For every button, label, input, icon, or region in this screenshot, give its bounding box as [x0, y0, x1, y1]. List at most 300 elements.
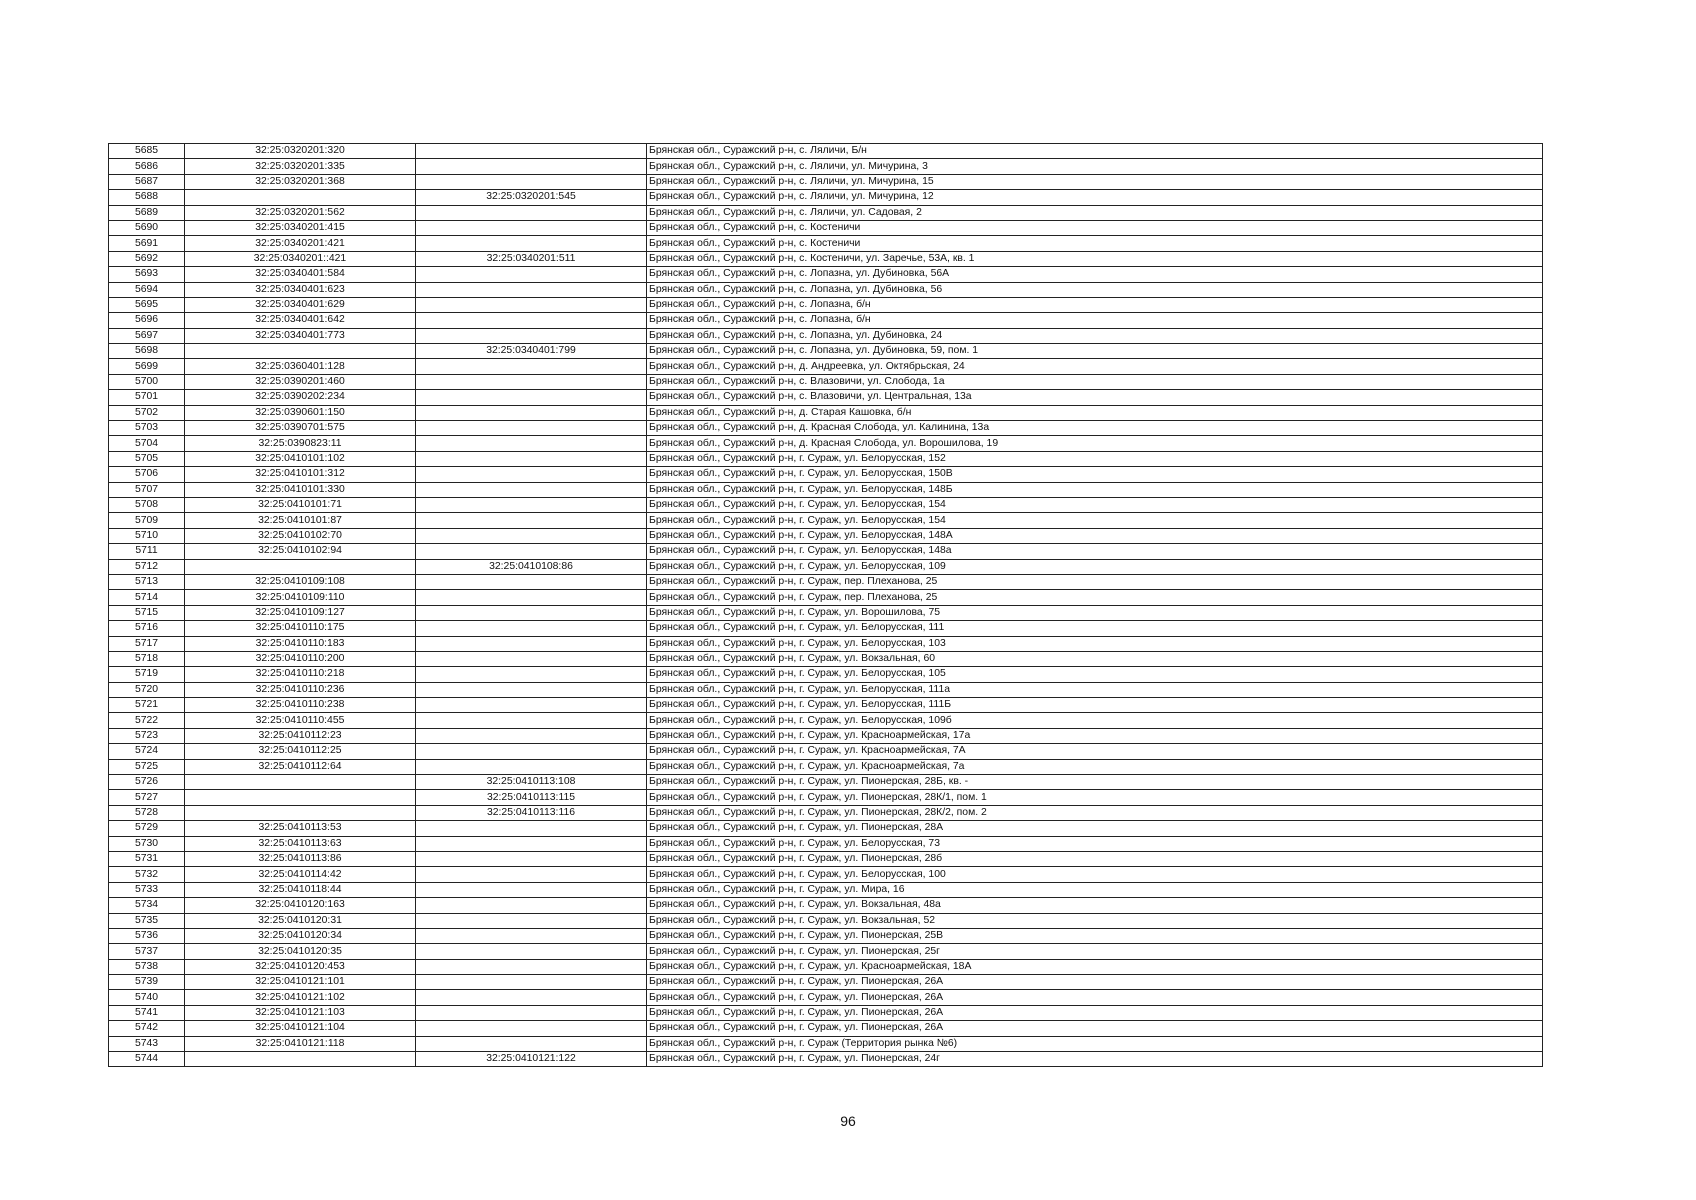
- table-row: [109, 744, 1543, 759]
- row-number-cell: 5712: [109, 559, 185, 574]
- row-number-cell: 5715: [109, 605, 185, 620]
- cadastral-number-cell: [185, 790, 416, 805]
- row-number-cell: 5690: [109, 220, 185, 235]
- cadastral-number-alt-cell: [416, 944, 647, 959]
- row-number-cell: 5742: [109, 1021, 185, 1036]
- row-number-cell: 5734: [109, 898, 185, 913]
- table-row: [109, 144, 1543, 159]
- row-number-cell: 5696: [109, 313, 185, 328]
- address-cell: Брянская обл., Суражский р-н, г. Сураж, ул. Пионерская, 26А: [647, 1021, 1543, 1036]
- cadastral-number-alt-cell: [416, 621, 647, 636]
- table-row: [109, 159, 1543, 174]
- row-number-cell: 5700: [109, 374, 185, 389]
- cadastral-number-cell: 32:25:0320201:335: [185, 159, 416, 174]
- address-cell: Брянская обл., Суражский р-н, с. Лопазна, б/н: [647, 297, 1543, 312]
- table-row: [109, 1021, 1543, 1036]
- row-number-cell: 5724: [109, 744, 185, 759]
- cadastral-number-alt-cell: 32:25:0410113:108: [416, 775, 647, 790]
- row-number-cell: 5689: [109, 205, 185, 220]
- cadastral-number-alt-cell: [416, 528, 647, 543]
- row-number-cell: 5741: [109, 1005, 185, 1020]
- address-cell: Брянская обл., Суражский р-н, г. Сураж, ул. Белорусская, 154: [647, 497, 1543, 512]
- table-row: [109, 959, 1543, 974]
- cadastral-number-cell: 32:25:0410120:453: [185, 959, 416, 974]
- cadastral-number-alt-cell: [416, 451, 647, 466]
- cadastral-number-cell: 32:25:0340401:773: [185, 328, 416, 343]
- row-number-cell: 5702: [109, 405, 185, 420]
- row-number-cell: 5707: [109, 482, 185, 497]
- table-row: [109, 975, 1543, 990]
- cadastral-number-alt-cell: [416, 590, 647, 605]
- address-cell: Брянская обл., Суражский р-н, г. Сураж, ул. Вокзальная, 48а: [647, 898, 1543, 913]
- table-row: [109, 651, 1543, 666]
- table-row: [109, 636, 1543, 651]
- table-row: [109, 205, 1543, 220]
- table-row: [109, 344, 1543, 359]
- address-cell: Брянская обл., Суражский р-н, г. Сураж, ул. Белорусская, 111а: [647, 682, 1543, 697]
- address-cell: Брянская обл., Суражский р-н, г. Сураж, ул. Белорусская, 73: [647, 836, 1543, 851]
- cadastral-number-cell: 32:25:0390701:575: [185, 421, 416, 436]
- cadastral-number-cell: 32:25:0410101:312: [185, 467, 416, 482]
- row-number-cell: 5743: [109, 1036, 185, 1051]
- cadastral-number-cell: [185, 1052, 416, 1067]
- row-number-cell: 5688: [109, 190, 185, 205]
- cadastral-number-alt-cell: [416, 682, 647, 697]
- table-row: [109, 759, 1543, 774]
- address-cell: Брянская обл., Суражский р-н, с. Влазовичи, ул. Центральная, 13а: [647, 390, 1543, 405]
- cadastral-number-alt-cell: [416, 544, 647, 559]
- cadastral-number-cell: 32:25:0410110:218: [185, 667, 416, 682]
- cadastral-number-alt-cell: [416, 990, 647, 1005]
- cadastral-number-alt-cell: [416, 359, 647, 374]
- row-number-cell: 5720: [109, 682, 185, 697]
- cadastral-number-cell: 32:25:0410101:102: [185, 451, 416, 466]
- cadastral-number-alt-cell: [416, 236, 647, 251]
- row-number-cell: 5718: [109, 651, 185, 666]
- address-cell: Брянская обл., Суражский р-н, с. Лопазна, ул. Дубиновка, 56: [647, 282, 1543, 297]
- address-cell: Брянская обл., Суражский р-н, г. Сураж, ул. Белорусская, 100: [647, 867, 1543, 882]
- cadastral-number-cell: 32:25:0410121:103: [185, 1005, 416, 1020]
- cadastral-number-cell: 32:25:0410109:110: [185, 590, 416, 605]
- cadastral-number-alt-cell: [416, 267, 647, 282]
- cadastral-number-cell: [185, 559, 416, 574]
- table-row: [109, 374, 1543, 389]
- table-row: [109, 544, 1543, 559]
- table-row: [109, 282, 1543, 297]
- row-number-cell: 5703: [109, 421, 185, 436]
- cadastral-number-cell: 32:25:0410120:163: [185, 898, 416, 913]
- cadastral-number-alt-cell: [416, 713, 647, 728]
- cadastral-number-cell: 32:25:0410120:34: [185, 928, 416, 943]
- cadastral-number-cell: 32:25:0410113:63: [185, 836, 416, 851]
- table-row: [109, 559, 1543, 574]
- cadastral-number-alt-cell: [416, 605, 647, 620]
- cadastral-number-alt-cell: [416, 144, 647, 159]
- table-row: [109, 667, 1543, 682]
- address-cell: Брянская обл., Суражский р-н, г. Сураж, ул. Красноармейская, 18А: [647, 959, 1543, 974]
- cadastral-number-cell: 32:25:0410113:53: [185, 821, 416, 836]
- row-number-cell: 5691: [109, 236, 185, 251]
- address-cell: Брянская обл., Суражский р-н, г. Сураж, ул. Пионерская, 28Б, кв. -: [647, 775, 1543, 790]
- row-number-cell: 5726: [109, 775, 185, 790]
- row-number-cell: 5705: [109, 451, 185, 466]
- table-row: [109, 805, 1543, 820]
- address-cell: Брянская обл., Суражский р-н, г. Сураж, пер. Плеханова, 25: [647, 590, 1543, 605]
- row-number-cell: 5695: [109, 297, 185, 312]
- cadastral-number-alt-cell: [416, 390, 647, 405]
- cadastral-number-alt-cell: [416, 728, 647, 743]
- cadastral-number-cell: 32:25:0390202:234: [185, 390, 416, 405]
- address-cell: Брянская обл., Суражский р-н, г. Сураж, ул. Пионерская, 25г: [647, 944, 1543, 959]
- address-cell: Брянская обл., Суражский р-н, г. Сураж, ул. Красноармейская, 7а: [647, 759, 1543, 774]
- address-cell: Брянская обл., Суражский р-н, г. Сураж, ул. Пионерская, 28К/1, пом. 1: [647, 790, 1543, 805]
- row-number-cell: 5733: [109, 882, 185, 897]
- cadastral-number-alt-cell: [416, 651, 647, 666]
- table-row: [109, 528, 1543, 543]
- row-number-cell: 5723: [109, 728, 185, 743]
- row-number-cell: 5722: [109, 713, 185, 728]
- address-cell: Брянская обл., Суражский р-н, г. Сураж, ул. Пионерская, 24г: [647, 1052, 1543, 1067]
- table-row: [109, 405, 1543, 420]
- address-cell: Брянская обл., Суражский р-н, с. Влазовичи, ул. Слобода, 1а: [647, 374, 1543, 389]
- address-cell: Брянская обл., Суражский р-н, г. Сураж, ул. Пионерская, 25В: [647, 928, 1543, 943]
- table-row: [109, 713, 1543, 728]
- table-row: [109, 328, 1543, 343]
- address-cell: Брянская обл., Суражский р-н, д. Красная Слобода, ул. Калинина, 13а: [647, 421, 1543, 436]
- row-number-cell: 5725: [109, 759, 185, 774]
- address-cell: Брянская обл., Суражский р-н, д. Андреевка, ул. Октябрьская, 24: [647, 359, 1543, 374]
- table-row: [109, 1036, 1543, 1051]
- cadastral-number-alt-cell: [416, 374, 647, 389]
- table-row: [109, 267, 1543, 282]
- registry-table: [108, 143, 1543, 1067]
- table-row: [109, 174, 1543, 189]
- row-number-cell: 5698: [109, 344, 185, 359]
- cadastral-number-alt-cell: 32:25:0410113:115: [416, 790, 647, 805]
- cadastral-number-alt-cell: [416, 898, 647, 913]
- row-number-cell: 5699: [109, 359, 185, 374]
- table-row: [109, 898, 1543, 913]
- cadastral-number-cell: 32:25:0320201:562: [185, 205, 416, 220]
- cadastral-number-alt-cell: 32:25:0410108:86: [416, 559, 647, 574]
- cadastral-number-alt-cell: [416, 205, 647, 220]
- cadastral-number-cell: 32:25:0410118:44: [185, 882, 416, 897]
- cadastral-number-cell: 32:25:0410101:71: [185, 497, 416, 512]
- cadastral-number-alt-cell: [416, 467, 647, 482]
- table-row: [109, 775, 1543, 790]
- registry-table-body: [109, 144, 1543, 1067]
- cadastral-number-cell: 32:25:0410121:102: [185, 990, 416, 1005]
- table-row: [109, 621, 1543, 636]
- cadastral-number-alt-cell: [416, 913, 647, 928]
- table-row: [109, 605, 1543, 620]
- cadastral-number-cell: 32:25:0410102:70: [185, 528, 416, 543]
- cadastral-number-cell: 32:25:0410101:87: [185, 513, 416, 528]
- row-number-cell: 5713: [109, 574, 185, 589]
- cadastral-number-cell: 32:25:0410109:127: [185, 605, 416, 620]
- address-cell: Брянская обл., Суражский р-н, с. Лопазна, ул. Дубиновка, 59, пом. 1: [647, 344, 1543, 359]
- table-row: [109, 236, 1543, 251]
- address-cell: Брянская обл., Суражский р-н, г. Сураж, ул. Белорусская, 109б: [647, 713, 1543, 728]
- cadastral-number-alt-cell: [416, 159, 647, 174]
- table-row: [109, 821, 1543, 836]
- cadastral-number-alt-cell: [416, 482, 647, 497]
- address-cell: Брянская обл., Суражский р-н, г. Сураж, ул. Пионерская, 28К/2, пом. 2: [647, 805, 1543, 820]
- row-number-cell: 5709: [109, 513, 185, 528]
- cadastral-number-cell: 32:25:0390601:150: [185, 405, 416, 420]
- cadastral-number-cell: [185, 805, 416, 820]
- address-cell: Брянская обл., Суражский р-н, г. Сураж, ул. Пионерская, 26А: [647, 990, 1543, 1005]
- row-number-cell: 5735: [109, 913, 185, 928]
- cadastral-number-alt-cell: [416, 1036, 647, 1051]
- address-cell: Брянская обл., Суражский р-н, г. Сураж, ул. Пионерская, 26А: [647, 1005, 1543, 1020]
- address-cell: Брянская обл., Суражский р-н, г. Сураж, ул. Вокзальная, 52: [647, 913, 1543, 928]
- address-cell: Брянская обл., Суражский р-н, с. Костеничи: [647, 236, 1543, 251]
- cadastral-number-alt-cell: [416, 975, 647, 990]
- cadastral-number-cell: 32:25:0340201::421: [185, 251, 416, 266]
- address-cell: Брянская обл., Суражский р-н, г. Сураж, ул. Пионерская, 28б: [647, 851, 1543, 866]
- table-row: [109, 590, 1543, 605]
- address-cell: Брянская обл., Суражский р-н, г. Сураж, ул. Белорусская, 148Б: [647, 482, 1543, 497]
- cadastral-number-alt-cell: [416, 928, 647, 943]
- cadastral-number-alt-cell: [416, 313, 647, 328]
- cadastral-number-alt-cell: [416, 421, 647, 436]
- cadastral-number-cell: 32:25:0410110:238: [185, 698, 416, 713]
- row-number-cell: 5737: [109, 944, 185, 959]
- row-number-cell: 5706: [109, 467, 185, 482]
- row-number-cell: 5730: [109, 836, 185, 851]
- table-row: [109, 913, 1543, 928]
- address-cell: Брянская обл., Суражский р-н, г. Сураж, ул. Пионерская, 26А: [647, 975, 1543, 990]
- cadastral-number-alt-cell: [416, 636, 647, 651]
- row-number-cell: 5714: [109, 590, 185, 605]
- address-cell: Брянская обл., Суражский р-н, с. Ляличи, Б/н: [647, 144, 1543, 159]
- address-cell: Брянская обл., Суражский р-н, с. Лопазна, ул. Дубиновка, 56А: [647, 267, 1543, 282]
- cadastral-number-cell: 32:25:0390201:460: [185, 374, 416, 389]
- table-row: [109, 1005, 1543, 1020]
- cadastral-number-alt-cell: [416, 882, 647, 897]
- address-cell: Брянская обл., Суражский р-н, г. Сураж, ул. Белорусская, 150В: [647, 467, 1543, 482]
- table-row: [109, 513, 1543, 528]
- cadastral-number-cell: 32:25:0410110:183: [185, 636, 416, 651]
- row-number-cell: 5704: [109, 436, 185, 451]
- cadastral-number-alt-cell: [416, 1005, 647, 1020]
- cadastral-number-cell: 32:25:0340201:421: [185, 236, 416, 251]
- cadastral-number-cell: 32:25:0360401:128: [185, 359, 416, 374]
- cadastral-number-cell: 32:25:0390823:11: [185, 436, 416, 451]
- cadastral-number-alt-cell: [416, 698, 647, 713]
- cadastral-number-alt-cell: [416, 836, 647, 851]
- cadastral-number-cell: 32:25:0410110:175: [185, 621, 416, 636]
- cadastral-number-cell: 32:25:0410102:94: [185, 544, 416, 559]
- table-row: [109, 836, 1543, 851]
- address-cell: Брянская обл., Суражский р-н, г. Сураж, ул. Белорусская, 148А: [647, 528, 1543, 543]
- table-row: [109, 359, 1543, 374]
- address-cell: Брянская обл., Суражский р-н, г. Сураж, ул. Белорусская, 154: [647, 513, 1543, 528]
- cadastral-number-alt-cell: 32:25:0320201:545: [416, 190, 647, 205]
- row-number-cell: 5697: [109, 328, 185, 343]
- address-cell: Брянская обл., Суражский р-н, с. Ляличи, ул. Мичурина, 3: [647, 159, 1543, 174]
- table-row: [109, 436, 1543, 451]
- address-cell: Брянская обл., Суражский р-н, с. Лопазна, ул. Дубиновка, 24: [647, 328, 1543, 343]
- address-cell: Брянская обл., Суражский р-н, с. Лопазна, б/н: [647, 313, 1543, 328]
- address-cell: Брянская обл., Суражский р-н, с. Ляличи, ул. Мичурина, 15: [647, 174, 1543, 189]
- address-cell: Брянская обл., Суражский р-н, г. Сураж, ул. Мира, 16: [647, 882, 1543, 897]
- row-number-cell: 5717: [109, 636, 185, 651]
- cadastral-number-alt-cell: [416, 667, 647, 682]
- cadastral-number-cell: 32:25:0410110:200: [185, 651, 416, 666]
- cadastral-number-alt-cell: [416, 759, 647, 774]
- cadastral-number-cell: 32:25:0410112:64: [185, 759, 416, 774]
- address-cell: Брянская обл., Суражский р-н, г. Сураж, ул. Белорусская, 111Б: [647, 698, 1543, 713]
- cadastral-number-cell: 32:25:0410112:25: [185, 744, 416, 759]
- row-number-cell: 5719: [109, 667, 185, 682]
- address-cell: Брянская обл., Суражский р-н, г. Сураж, ул. Белорусская, 148а: [647, 544, 1543, 559]
- cadastral-number-cell: 32:25:0340401:623: [185, 282, 416, 297]
- cadastral-number-cell: 32:25:0340401:642: [185, 313, 416, 328]
- cadastral-number-cell: 32:25:0410110:236: [185, 682, 416, 697]
- address-cell: Брянская обл., Суражский р-н, г. Сураж, ул. Пионерская, 28А: [647, 821, 1543, 836]
- address-cell: Брянская обл., Суражский р-н, д. Красная Слобода, ул. Ворошилова, 19: [647, 436, 1543, 451]
- cadastral-number-cell: [185, 344, 416, 359]
- table-row: [109, 990, 1543, 1005]
- table-row: [109, 390, 1543, 405]
- cadastral-number-cell: [185, 775, 416, 790]
- row-number-cell: 5694: [109, 282, 185, 297]
- row-number-cell: 5738: [109, 959, 185, 974]
- address-cell: Брянская обл., Суражский р-н, с. Ляличи, ул. Мичурина, 12: [647, 190, 1543, 205]
- cadastral-number-cell: 32:25:0410113:86: [185, 851, 416, 866]
- cadastral-number-cell: [185, 190, 416, 205]
- address-cell: Брянская обл., Суражский р-н, г. Сураж (Территория рынка №6): [647, 1036, 1543, 1051]
- cadastral-number-cell: 32:25:0410110:455: [185, 713, 416, 728]
- cadastral-number-alt-cell: [416, 744, 647, 759]
- table-row: [109, 497, 1543, 512]
- row-number-cell: 5716: [109, 621, 185, 636]
- row-number-cell: 5731: [109, 851, 185, 866]
- table-row: [109, 467, 1543, 482]
- row-number-cell: 5693: [109, 267, 185, 282]
- row-number-cell: 5708: [109, 497, 185, 512]
- row-number-cell: 5744: [109, 1052, 185, 1067]
- address-cell: Брянская обл., Суражский р-н, г. Сураж, ул. Белорусская, 111: [647, 621, 1543, 636]
- cadastral-number-cell: 32:25:0340401:584: [185, 267, 416, 282]
- table-row: [109, 682, 1543, 697]
- cadastral-number-alt-cell: [416, 867, 647, 882]
- table-row: [109, 251, 1543, 266]
- cadastral-number-alt-cell: [416, 297, 647, 312]
- row-number-cell: 5727: [109, 790, 185, 805]
- row-number-cell: 5732: [109, 867, 185, 882]
- address-cell: Брянская обл., Суражский р-н, г. Сураж, ул. Белорусская, 105: [647, 667, 1543, 682]
- table-row: [109, 944, 1543, 959]
- cadastral-number-cell: 32:25:0410120:31: [185, 913, 416, 928]
- row-number-cell: 5739: [109, 975, 185, 990]
- cadastral-number-cell: 32:25:0340201:415: [185, 220, 416, 235]
- cadastral-number-alt-cell: [416, 821, 647, 836]
- table-row: [109, 451, 1543, 466]
- row-number-cell: 5736: [109, 928, 185, 943]
- table-row: [109, 190, 1543, 205]
- table-row: [109, 574, 1543, 589]
- row-number-cell: 5711: [109, 544, 185, 559]
- row-number-cell: 5728: [109, 805, 185, 820]
- table-row: [109, 482, 1543, 497]
- page-number: 96: [840, 1113, 856, 1129]
- table-row: [109, 220, 1543, 235]
- table-row: [109, 313, 1543, 328]
- address-cell: Брянская обл., Суражский р-н, г. Сураж, ул. Ворошилова, 75: [647, 605, 1543, 620]
- address-cell: Брянская обл., Суражский р-н, г. Сураж, пер. Плеханова, 25: [647, 574, 1543, 589]
- cadastral-number-alt-cell: [416, 1021, 647, 1036]
- cadastral-number-alt-cell: [416, 282, 647, 297]
- cadastral-number-cell: 32:25:0320201:320: [185, 144, 416, 159]
- cadastral-number-cell: 32:25:0410101:330: [185, 482, 416, 497]
- row-number-cell: 5692: [109, 251, 185, 266]
- table-row: [109, 297, 1543, 312]
- address-cell: Брянская обл., Суражский р-н, д. Старая Кашовка, б/н: [647, 405, 1543, 420]
- row-number-cell: 5686: [109, 159, 185, 174]
- table-row: [109, 421, 1543, 436]
- cadastral-number-alt-cell: [416, 405, 647, 420]
- cadastral-number-alt-cell: [416, 174, 647, 189]
- cadastral-number-alt-cell: [416, 220, 647, 235]
- address-cell: Брянская обл., Суражский р-н, г. Сураж, ул. Белорусская, 109: [647, 559, 1543, 574]
- address-cell: Брянская обл., Суражский р-н, г. Сураж, ул. Вокзальная, 60: [647, 651, 1543, 666]
- cadastral-number-cell: 32:25:0410120:35: [185, 944, 416, 959]
- table-row: [109, 928, 1543, 943]
- cadastral-number-alt-cell: [416, 959, 647, 974]
- address-cell: Брянская обл., Суражский р-н, г. Сураж, ул. Белорусская, 152: [647, 451, 1543, 466]
- cadastral-number-alt-cell: 32:25:0410113:116: [416, 805, 647, 820]
- cadastral-number-alt-cell: [416, 513, 647, 528]
- address-cell: Брянская обл., Суражский р-н, г. Сураж, ул. Белорусская, 103: [647, 636, 1543, 651]
- cadastral-number-alt-cell: 32:25:0340401:799: [416, 344, 647, 359]
- cadastral-number-cell: 32:25:0410121:118: [185, 1036, 416, 1051]
- row-number-cell: 5721: [109, 698, 185, 713]
- table-row: [109, 867, 1543, 882]
- table-row: [109, 882, 1543, 897]
- address-cell: Брянская обл., Суражский р-н, г. Сураж, ул. Красноармейская, 17а: [647, 728, 1543, 743]
- address-cell: Брянская обл., Суражский р-н, с. Костеничи: [647, 220, 1543, 235]
- table-row: [109, 728, 1543, 743]
- cadastral-number-cell: 32:25:0320201:368: [185, 174, 416, 189]
- cadastral-number-cell: 32:25:0410114:42: [185, 867, 416, 882]
- cadastral-number-alt-cell: [416, 436, 647, 451]
- row-number-cell: 5710: [109, 528, 185, 543]
- table-row: [109, 851, 1543, 866]
- cadastral-number-alt-cell: [416, 574, 647, 589]
- cadastral-number-alt-cell: 32:25:0410121:122: [416, 1052, 647, 1067]
- row-number-cell: 5701: [109, 390, 185, 405]
- address-cell: Брянская обл., Суражский р-н, с. Ляличи, ул. Садовая, 2: [647, 205, 1543, 220]
- cadastral-number-cell: 32:25:0410112:23: [185, 728, 416, 743]
- cadastral-number-cell: 32:25:0410121:104: [185, 1021, 416, 1036]
- cadastral-number-alt-cell: [416, 851, 647, 866]
- cadastral-number-cell: 32:25:0340401:629: [185, 297, 416, 312]
- cadastral-number-cell: 32:25:0410121:101: [185, 975, 416, 990]
- row-number-cell: 5740: [109, 990, 185, 1005]
- table-row: [109, 698, 1543, 713]
- table-row: [109, 790, 1543, 805]
- address-cell: Брянская обл., Суражский р-н, г. Сураж, ул. Красноармейская, 7А: [647, 744, 1543, 759]
- row-number-cell: 5685: [109, 144, 185, 159]
- row-number-cell: 5687: [109, 174, 185, 189]
- cadastral-number-alt-cell: [416, 497, 647, 512]
- address-cell: Брянская обл., Суражский р-н, с. Костеничи, ул. Заречье, 53А, кв. 1: [647, 251, 1543, 266]
- cadastral-number-alt-cell: [416, 328, 647, 343]
- row-number-cell: 5729: [109, 821, 185, 836]
